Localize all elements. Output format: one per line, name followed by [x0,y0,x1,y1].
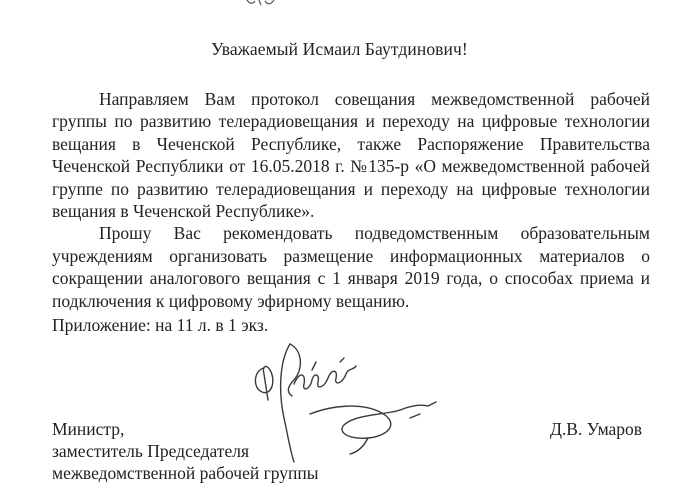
letter-body [52,88,650,312]
paragraph-2: Прошу Вас рекомендовать подведомственным образовательным учреждениям организовать размещение информационных материалов о сокращении аналогового вещания с 1 января 2019 года, о способах приема и подключения к цифровому эфирному вещанию. [52,223,650,311]
signature-icon [250,340,450,470]
signer-title-line: Министр, [52,419,125,439]
signer-title-line: межведомственной рабочей группы [52,463,319,483]
attachment-line: Приложение: на 11 л. в 1 экз. [52,315,269,335]
top-mark-icon [245,0,277,8]
signer-name: Д.В. Умаров [550,419,643,439]
signer-title-line: заместитель Председателя [52,441,250,461]
paragraph-1: Направляем Вам протокол совещания межведомственной рабочей группы по развитию телерадиовещания и переходу на цифровые технологии вещания в Чеченской Республике, также Распоряжение Правительства Чеченской Республики от 16.05.2018 г. №135-р «О межведомственной рабочей группе по развитию телерадиовещания и переходу на цифровые технологии вещания в Чеченской Республике». [52,89,650,222]
greeting: Уважаемый Исмаил Баутдинович! [211,39,468,59]
